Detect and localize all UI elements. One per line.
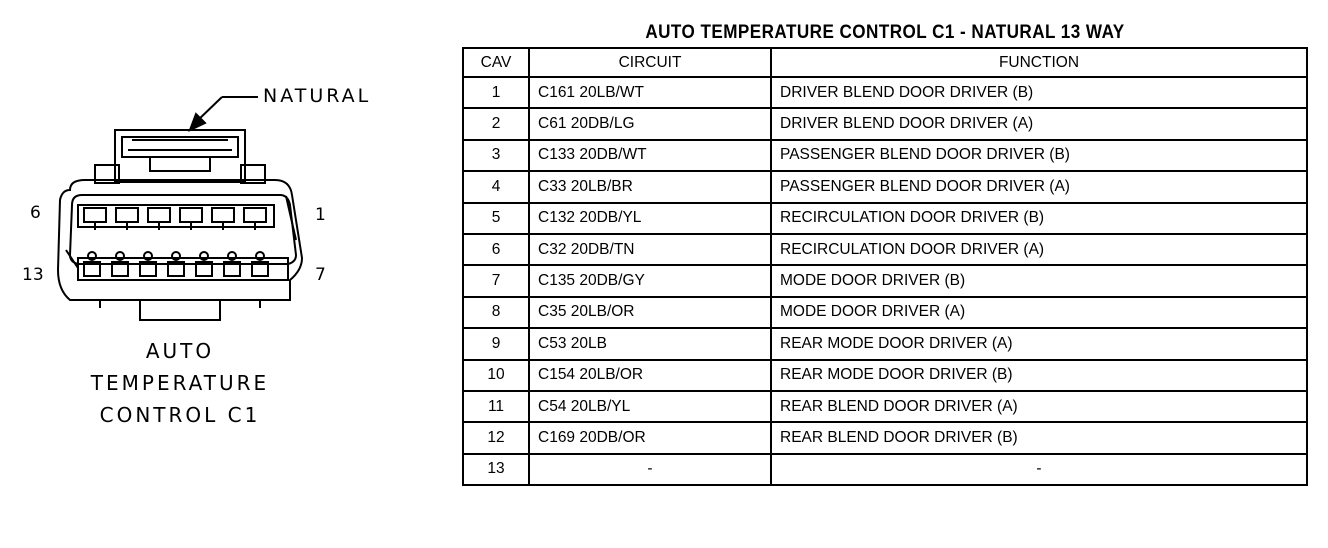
- circuit-cell: C33 20LB/BR: [529, 171, 771, 202]
- function-cell: RECIRCULATION DOOR DRIVER (B): [771, 203, 1307, 234]
- function-cell: RECIRCULATION DOOR DRIVER (A): [771, 234, 1307, 265]
- cav-cell: 11: [463, 391, 529, 422]
- circuit-cell: C53 20LB: [529, 328, 771, 359]
- circuit-cell: C54 20LB/YL: [529, 391, 771, 422]
- function-cell: REAR MODE DOOR DRIVER (A): [771, 328, 1307, 359]
- table-row: [463, 234, 1307, 265]
- table-row: [463, 265, 1307, 296]
- function-cell: REAR BLEND DOOR DRIVER (B): [771, 422, 1307, 453]
- table-row: [463, 203, 1307, 234]
- table-row: [463, 140, 1307, 171]
- natural-label: NATURAL: [263, 85, 372, 107]
- circuit-cell: C35 20LB/OR: [529, 297, 771, 328]
- table-row: [463, 297, 1307, 328]
- cav-cell: 8: [463, 297, 529, 328]
- function-cell: DRIVER BLEND DOOR DRIVER (A): [771, 108, 1307, 139]
- function-cell: MODE DOOR DRIVER (B): [771, 265, 1307, 296]
- circuit-cell: C133 20DB/WT: [529, 140, 771, 171]
- caption-line-2: TEMPERATURE: [90, 371, 270, 395]
- table-row: [463, 108, 1307, 139]
- pin-label-7: 7: [315, 265, 326, 285]
- cav-cell: 5: [463, 203, 529, 234]
- function-cell: MODE DOOR DRIVER (A): [771, 297, 1307, 328]
- pin-label-6: 6: [30, 203, 41, 223]
- cav-cell: 4: [463, 171, 529, 202]
- connector-caption: [60, 335, 300, 431]
- header-function: FUNCTION: [771, 48, 1307, 77]
- table-row: [463, 391, 1307, 422]
- function-cell: PASSENGER BLEND DOOR DRIVER (A): [771, 171, 1307, 202]
- cav-cell: 2: [463, 108, 529, 139]
- circuit-cell: -: [529, 454, 771, 485]
- caption-line-1: AUTO: [145, 339, 215, 363]
- cav-cell: 7: [463, 265, 529, 296]
- circuit-cell: C61 20DB/LG: [529, 108, 771, 139]
- table-row: [463, 77, 1307, 108]
- function-cell: -: [771, 454, 1307, 485]
- function-cell: REAR BLEND DOOR DRIVER (A): [771, 391, 1307, 422]
- circuit-cell: C154 20LB/OR: [529, 360, 771, 391]
- cav-cell: 3: [463, 140, 529, 171]
- circuit-cell: C135 20DB/GY: [529, 265, 771, 296]
- function-cell: PASSENGER BLEND DOOR DRIVER (B): [771, 140, 1307, 171]
- pin-label-1: 1: [315, 205, 326, 225]
- circuit-cell: C32 20DB/TN: [529, 234, 771, 265]
- cav-cell: 13: [463, 454, 529, 485]
- connector-drawing: [0, 0, 440, 548]
- header-cav: CAV: [463, 48, 529, 77]
- cav-cell: 9: [463, 328, 529, 359]
- pin-label-13: 13: [22, 265, 44, 285]
- cav-cell: 6: [463, 234, 529, 265]
- table-row: [463, 422, 1307, 453]
- table-header-row: [463, 48, 1307, 77]
- circuit-cell: C169 20DB/OR: [529, 422, 771, 453]
- table-row: [463, 360, 1307, 391]
- cav-cell: 1: [463, 77, 529, 108]
- circuit-cell: C161 20LB/WT: [529, 77, 771, 108]
- table-title: AUTO TEMPERATURE CONTROL C1 - NATURAL 13 WAY: [645, 22, 1125, 43]
- table-row: [463, 454, 1307, 485]
- table-row: [463, 171, 1307, 202]
- table-row: [463, 328, 1307, 359]
- caption-line-3: CONTROL C1: [99, 403, 261, 427]
- circuit-cell: C132 20DB/YL: [529, 203, 771, 234]
- function-cell: DRIVER BLEND DOOR DRIVER (B): [771, 77, 1307, 108]
- connector-diagram: [0, 0, 440, 548]
- cav-cell: 10: [463, 360, 529, 391]
- cav-cell: 12: [463, 422, 529, 453]
- pinout-table: [462, 47, 1308, 486]
- header-circuit: CIRCUIT: [529, 48, 771, 77]
- function-cell: REAR MODE DOOR DRIVER (B): [771, 360, 1307, 391]
